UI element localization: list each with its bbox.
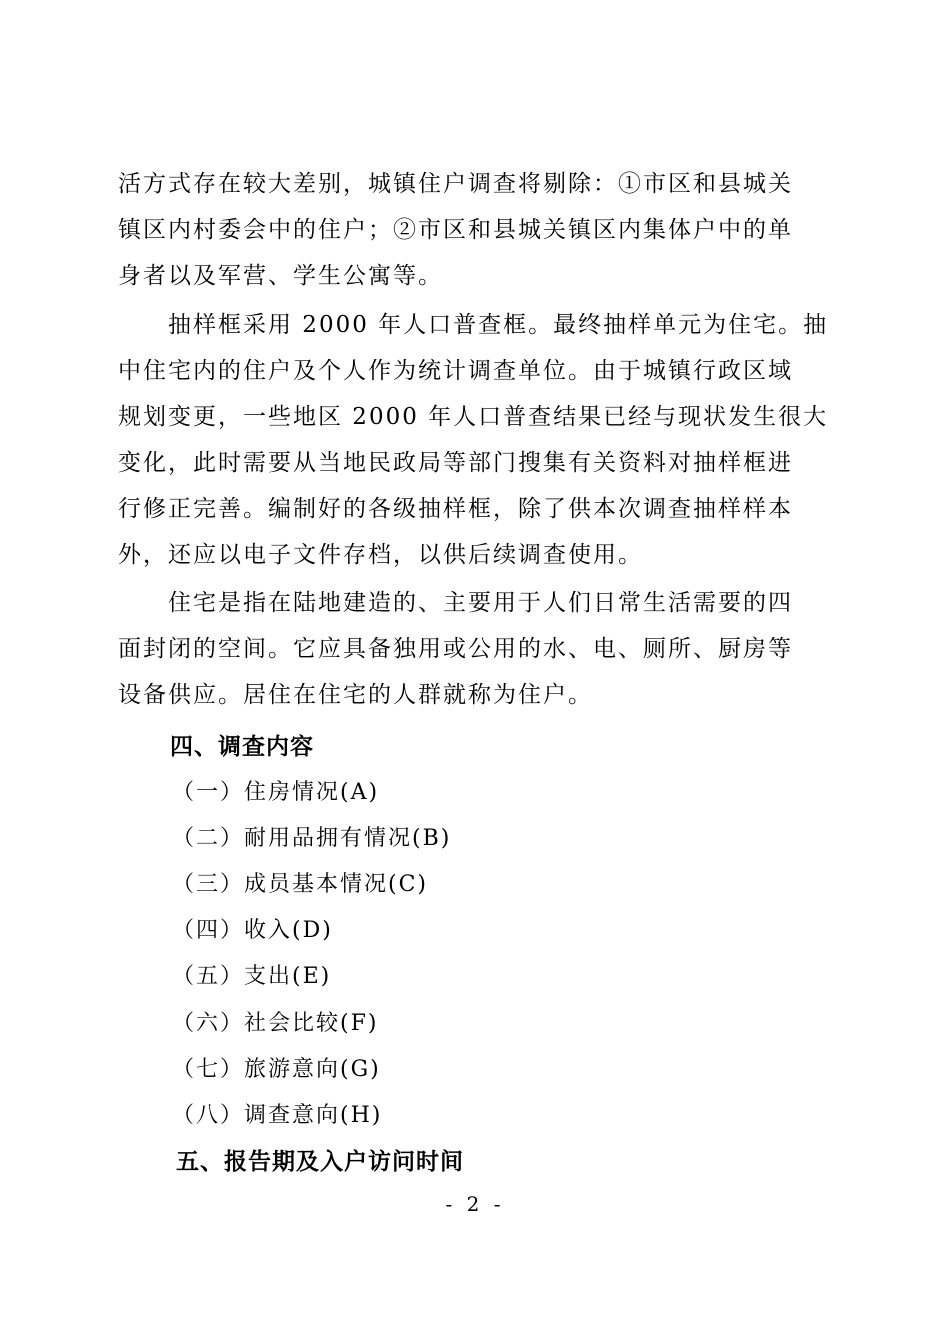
list-item: （八）调查意向(H) [172, 1103, 383, 1128]
text-line: 面封闭的空间。它应具备独用或公用的水、电、厕所、厨房等 [118, 636, 793, 662]
list-item: （四）收入(D) [172, 918, 333, 943]
list-item: （三）成员基本情况(C) [172, 872, 428, 897]
list-item: （五）支出(E) [172, 964, 332, 989]
text-line: 行修正完善。编制好的各级抽样框，除了供本次调查抽样样本 [118, 496, 793, 522]
text-line: 身者以及军营、学生公寓等。 [118, 263, 443, 289]
page-number: - 2 - [445, 1192, 505, 1216]
text-line: 规划变更，一些地区 2000 年人口普查结果已经与现状发生很大 [118, 404, 829, 430]
text-line: 住宅是指在陆地建造的、主要用于人们日常生活需要的四 [118, 590, 793, 616]
text-line: 镇区内村委会中的住户；②市区和县城关镇区内集体户中的单 [118, 217, 793, 243]
text-line: 设备供应。居住在住宅的人群就称为住户。 [118, 682, 593, 708]
list-item: （七）旅游意向(G) [172, 1057, 381, 1082]
paragraph-housing-definition [118, 580, 818, 718]
text-line: 外，还应以电子文件存档，以供后续调查使用。 [118, 542, 643, 568]
paragraph-sampling-frame [118, 302, 829, 578]
paragraph-exclusions [118, 161, 818, 299]
section-heading-survey-content: 四、调查内容 [170, 734, 314, 760]
text-line: 抽样框采用 2000 年人口普查框。最终抽样单元为住宅。抽 [118, 312, 829, 338]
list-item: （六）社会比较(F) [172, 1011, 379, 1036]
text-line: 变化，此时需要从当地民政局等部门搜集有关资料对抽样框进 [118, 450, 793, 476]
list-item: （二）耐用品拥有情况(B) [172, 826, 452, 851]
list-item: （一）住房情况(A) [172, 780, 380, 805]
section-heading-reporting-period: 五、报告期及入户访问时间 [176, 1149, 464, 1175]
text-line: 中住宅内的住户及个人作为统计调查单位。由于城镇行政区域 [118, 358, 793, 384]
text-line: 活方式存在较大差别，城镇住户调查将剔除：①市区和县城关 [118, 171, 793, 197]
